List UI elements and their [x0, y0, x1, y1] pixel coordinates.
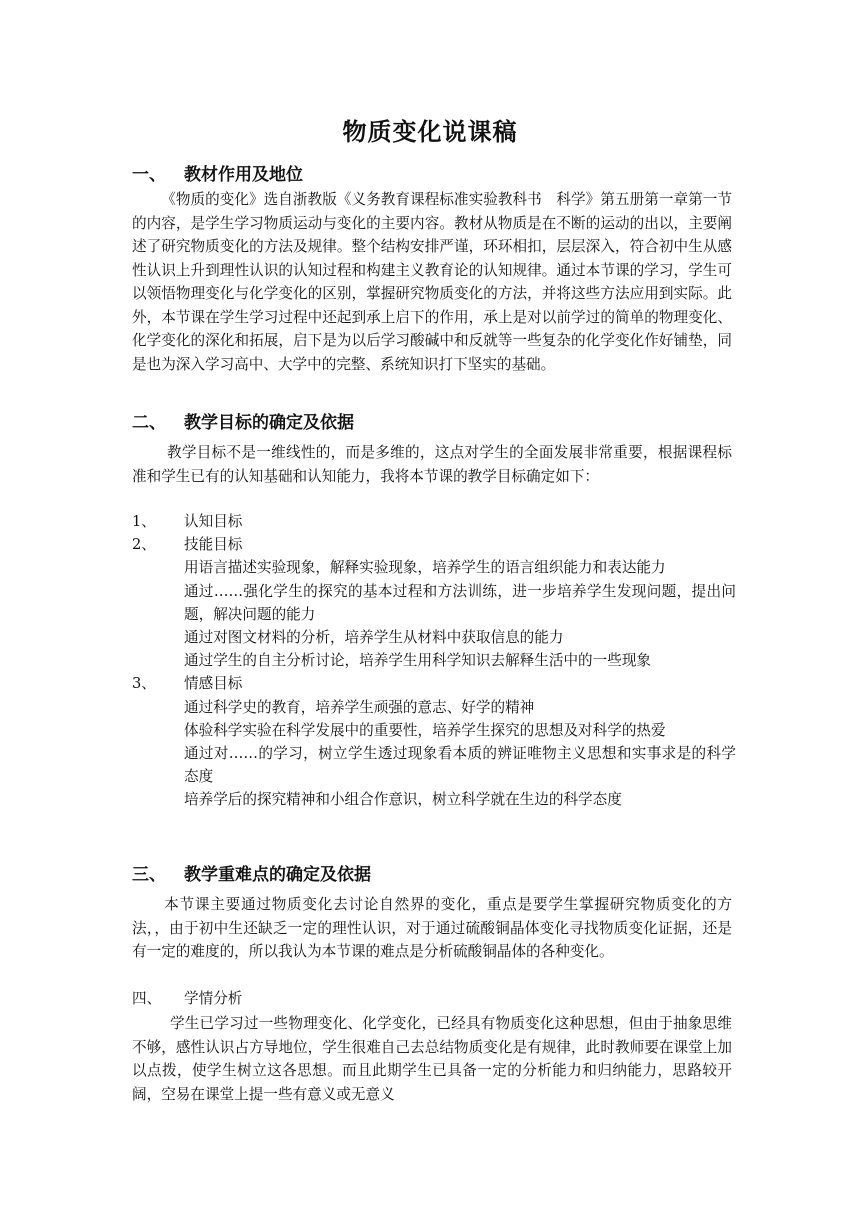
sub-item: 培养学后的探究精神和小组合作意识，树立科学就在生边的科学态度: [184, 791, 622, 809]
sub-item: 体验科学实验在科学发展中的重要性，培养学生探究的思想及对科学的热爱: [184, 721, 666, 739]
sub-item: 通过科学史的教育，培养学生顽强的意志、好学的精神: [184, 698, 535, 716]
section-title: 教材作用及地位: [184, 165, 303, 185]
sub-item: 用语言描述实验现象，解释实验现象，培养学生的语言组织能力和表达能力: [184, 559, 666, 577]
document-title: 物质变化说课稿: [342, 118, 518, 146]
section-4-paragraph: 学生已学习过一些物理变化、化学变化，已经具有物质变化这种思想，但由于抽象思维不够，感性认识占方导地位，学生很难自己去总结物质变化是有规律，此时教师要在课堂上加以点拨，使学生树立这各思想。而且此期学生已具备一定的分析能力和归纳能力，思路较开阔，空易在课堂上提一些有意义或无意义: [132, 1015, 732, 1103]
section-number: 二、: [132, 413, 166, 433]
section-heading-3: [132, 860, 371, 885]
section-3-paragraph: 本节课主要通过物质变化去讨论自然界的变化，重点是要学生掌握研究物质变化的方法，，由于初中生还缺乏一定的理性认识，对于通过硫酸铜晶体变化寻找物质变化证据，还是有一定的难度的，所以我认为本节课的难点是分析硫酸铜晶体的各种变化。: [132, 896, 732, 960]
objectives-list: [132, 510, 736, 812]
list-item: [132, 533, 736, 556]
item-label: 技能目标: [184, 536, 243, 554]
item-label: 认知目标: [184, 513, 243, 530]
section-title: 教学目标的确定及依据: [184, 413, 354, 433]
section-title: 教学重难点的确定及依据: [184, 865, 371, 885]
item-number: 2、: [132, 536, 156, 554]
section-heading-4: [132, 987, 242, 1008]
list-item: [132, 510, 736, 533]
section-heading-1: [132, 160, 303, 185]
sub-item: 通过对……的学习，树立学生透过现象看本质的辨证唯物主义思想和实事求是的科学态度: [184, 745, 736, 786]
section-1-paragraph: 《物质的变化》选自浙教版《义务教育课程标准实验教科书 科学》第五册第一章第一节的内容，是学生学习物质运动与变化的主要内容。教材从物质是在不断的运动的出以，主要阐述了研究物质变化的方法及规律。整个结构安排严谨，环环相扣，层层深入，符合初中生从感性认识上升到理性认识的认知过程和构建主义教育论的认知规律。通过本节课的学习，学生可以领悟物理变化与化学变化的区别，掌握研究物质变化的方法，并将这些方法应用到实际。此外，本节课在学生学习过程中还起到承上启下的作用，承上是对以前学过的简单的物理变化、化学变化的深化和拓展，启下是为以后学习酸碱中和反就等一些复杂的化学变化作好铺垫，同是也为深入学习高中、大学中的完整、系统知识打下坚实的基础。: [132, 191, 732, 373]
item-number: 3、: [132, 675, 156, 693]
item-number: 1、: [132, 513, 156, 530]
section-number: 三、: [132, 865, 166, 885]
sub-item: 通过对图文材料的分析，培养学生从材料中获取信息的能力: [184, 629, 564, 647]
list-item: [132, 672, 736, 695]
section-title: 学情分析: [184, 990, 243, 1007]
sub-item: 通过学生的自主分析讨论，培养学生用科学知识去解释生活中的一些现象: [184, 652, 652, 670]
section-number: 四、: [132, 990, 162, 1007]
section-2-paragraph: 教学目标不是一维线性的，而是多维的，这点对学生的全面发展非常重要，根据课程标准和学生已有的认知基础和认知能力，我将本节课的教学目标确定如下：: [132, 444, 732, 485]
section-number: 一、: [132, 165, 166, 185]
sub-item: 通过……强化学生的探究的基本过程和方法训练，进一步培养学生发现问题，提出问题，解决问题的能力: [184, 582, 736, 623]
item-label: 情感目标: [184, 675, 243, 693]
section-heading-2: [132, 408, 354, 433]
